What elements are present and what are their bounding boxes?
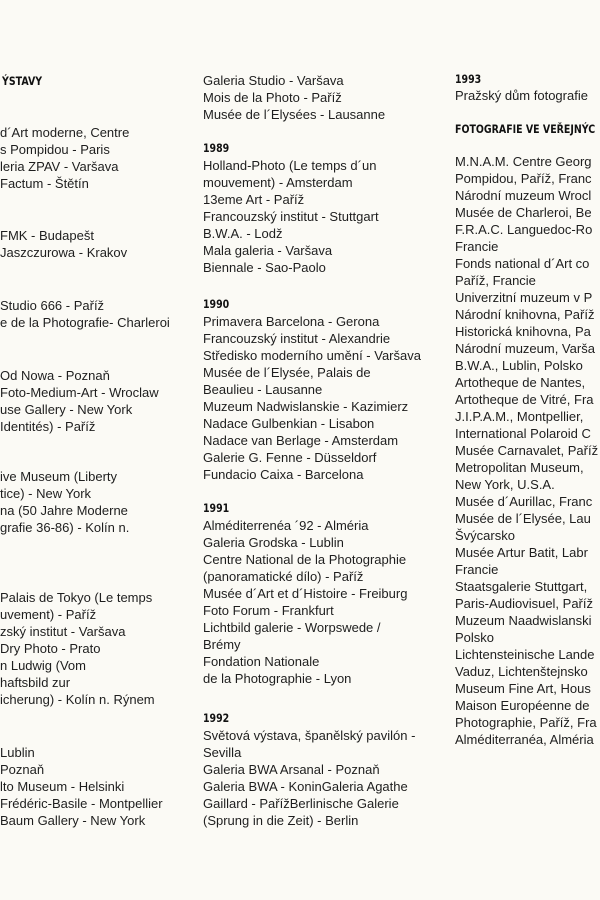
list-item: Palais de Tokyo (Le temps bbox=[0, 590, 153, 605]
year-heading: 1990 bbox=[203, 297, 230, 311]
list-item: B.W.A. - Lodž bbox=[203, 226, 283, 241]
list-item: Fundacio Caixa - Barcelona bbox=[203, 467, 364, 482]
left-column bbox=[0, 0, 195, 900]
list-item: (Sprung in die Zeit) - Berlin bbox=[203, 813, 359, 828]
list-item: Identités) - Paříž bbox=[0, 419, 96, 434]
list-item: Brémy bbox=[203, 637, 241, 652]
year-row bbox=[203, 499, 407, 517]
list-item: Holland-Photo (Le temps d´un bbox=[203, 158, 377, 173]
list-item: Galerie G. Fenne - Düsseldorf bbox=[203, 450, 377, 465]
list-item: Gaillard - PařížBerlinische Galerie bbox=[203, 796, 399, 811]
list-item: B.W.A., Lublin, Polsko bbox=[455, 358, 583, 373]
list-item: Foto-Medium-Art - Wroclaw bbox=[0, 385, 159, 400]
list-item: Francie bbox=[455, 239, 499, 254]
list-item: Nadace Gulbenkian - Lisabon bbox=[203, 416, 375, 431]
list-item: FMK - Budapešt bbox=[0, 228, 94, 243]
list-item: na (50 Jahre Moderne bbox=[0, 503, 128, 518]
list-item: icherung) - Kolín n. Rýnem bbox=[0, 692, 155, 707]
list-item: ive Museum (Liberty bbox=[0, 469, 118, 484]
list-item: Jaszczurowa - Krakov bbox=[0, 245, 128, 260]
list-item: Metropolitan Museum, bbox=[455, 460, 584, 475]
list-item: Musée Carnavalet, Paříž bbox=[455, 443, 599, 458]
list-item: Musée d´Aurillac, Franc bbox=[455, 494, 593, 509]
list-item: Národní knihovna, Paříž bbox=[455, 307, 595, 322]
year-heading: 1993 bbox=[455, 72, 482, 86]
list-item: zský institut - Varšava bbox=[0, 624, 126, 639]
list-item: Švýcarsko bbox=[455, 528, 515, 543]
list-item: Poznaň bbox=[0, 762, 45, 777]
list-item: Museum Fine Art, Hous bbox=[455, 681, 591, 696]
list-item: M.N.A.M. Centre Georg bbox=[455, 154, 592, 169]
list-item: Lublin bbox=[0, 745, 35, 760]
list-item: grafie 36-86) - Kolín n. bbox=[0, 520, 130, 535]
list-item: Od Nowa - Poznaň bbox=[0, 368, 110, 383]
list-item: Beaulieu - Lausanne bbox=[203, 382, 323, 397]
list-item: Francouzský institut - Alexandrie bbox=[203, 331, 391, 346]
list-item: Musée de l´Elysée, Palais de bbox=[203, 365, 371, 380]
list-item: New York, U.S.A. bbox=[455, 477, 555, 492]
list-item: Galeria Studio - Varšava bbox=[203, 73, 344, 88]
list-item: e de la Photografie- Charleroi bbox=[0, 315, 170, 330]
list-item: Lichtbild galerie - Worpswede / bbox=[203, 620, 381, 635]
list-item: Centre National de la Photographie bbox=[203, 552, 407, 567]
list-item: Musée de Charleroi, Be bbox=[455, 205, 592, 220]
year-row bbox=[203, 709, 415, 727]
list-item: Galeria BWA Arsanal - Poznaň bbox=[203, 762, 380, 777]
list-item: Nadace van Berlage - Amsterdam bbox=[203, 433, 399, 448]
list-item: 13eme Art - Paříž bbox=[203, 192, 305, 207]
list-item: Biennale - Sao-Paolo bbox=[203, 260, 326, 275]
year-row bbox=[203, 295, 421, 313]
list-item: Alméditerrenéa ´92 - Alméria bbox=[203, 518, 369, 533]
list-item: n Ludwig (Vom bbox=[0, 658, 86, 673]
list-item: Staatsgalerie Stuttgart, bbox=[455, 579, 588, 594]
list-item: Photographie, Paříž, Fra bbox=[455, 715, 597, 730]
list-item: Galeria Grodska - Lublin bbox=[203, 535, 344, 550]
list-item: Dry Photo - Prato bbox=[0, 641, 101, 656]
list-item: mouvement) - Amsterdam bbox=[203, 175, 353, 190]
list-item: Primavera Barcelona - Gerona bbox=[203, 314, 380, 329]
list-item: Factum - Štětín bbox=[0, 176, 89, 191]
year-heading: 1991 bbox=[203, 501, 230, 515]
list-item: Paris-Audiovisuel, Paříž bbox=[455, 596, 593, 611]
list-item: Vaduz, Lichtenštejnsko bbox=[455, 664, 588, 679]
list-item: Historická knihovna, Pa bbox=[455, 324, 591, 339]
list-item: Galeria BWA - KoninGaleria Agathe bbox=[203, 779, 408, 794]
year-row bbox=[203, 139, 379, 157]
list-item: Mala galeria - Varšava bbox=[203, 243, 333, 258]
list-item: Alméditerranéa, Alméria bbox=[455, 732, 594, 747]
list-item: uvement) - Paříž bbox=[0, 607, 97, 622]
list-item: Baum Gallery - New York bbox=[0, 813, 146, 828]
list-item: Francouzský institut - Stuttgart bbox=[203, 209, 379, 224]
middle-column bbox=[203, 0, 443, 900]
list-item: Musée Artur Batit, Labr bbox=[455, 545, 588, 560]
list-item: Paříž, Francie bbox=[455, 273, 536, 288]
list-item: tice) - New York bbox=[0, 486, 92, 501]
list-item: Maison Européenne de bbox=[455, 698, 590, 713]
list-item: Světová výstava, španělský pavilón - bbox=[203, 728, 416, 743]
list-item: Fonds national d´Art co bbox=[455, 256, 590, 271]
year-heading: 1989 bbox=[203, 141, 230, 155]
list-item: leria ZPAV - Varšava bbox=[0, 159, 119, 174]
list-item: Artotheque de Nantes, bbox=[455, 375, 586, 390]
section-heading: ÝSTAVY bbox=[2, 74, 43, 88]
list-item: Artotheque de Vitré, Fra bbox=[455, 392, 594, 407]
list-item: Pompidou, Paříž, Franc bbox=[455, 171, 592, 186]
list-item: Foto Forum - Frankfurt bbox=[203, 603, 334, 618]
list-item: Středisko moderního umění - Varšava bbox=[203, 348, 421, 363]
right-column bbox=[455, 0, 600, 900]
list-item: haftsbild zur bbox=[0, 675, 71, 690]
list-item: Sevilla bbox=[203, 745, 242, 760]
list-item: use Gallery - New York bbox=[0, 402, 133, 417]
list-item: Francie bbox=[455, 562, 499, 577]
list-item: Studio 666 - Paříž bbox=[0, 298, 105, 313]
list-item: de la Photographie - Lyon bbox=[203, 671, 352, 686]
list-item: Musée de l´Elysée, Lau bbox=[455, 511, 591, 526]
list-item: Musée de l´Elysées - Lausanne bbox=[203, 107, 386, 122]
list-item: lto Museum - Helsinki bbox=[0, 779, 125, 794]
list-item: Mois de la Photo - Paříž bbox=[203, 90, 342, 105]
list-item: Musée d´Art et d´Histoire - Freiburg bbox=[203, 586, 408, 601]
list-item: Fondation Nationale bbox=[203, 654, 320, 669]
list-item: d´Art moderne, Centre bbox=[0, 125, 130, 140]
section-heading: FOTOGRAFIE VE VEŘEJNÝC bbox=[455, 122, 596, 136]
list-item: (panoramatické dílo) - Paříž bbox=[203, 569, 364, 584]
list-item: Muzeum Nadwislanskie - Kazimierz bbox=[203, 399, 409, 414]
list-item: J.I.P.A.M., Montpellier, bbox=[455, 409, 584, 424]
list-item: Univerzitní muzeum v P bbox=[455, 290, 593, 305]
list-item: Polsko bbox=[455, 630, 495, 645]
list-item: Frédéric-Basile - Montpellier bbox=[0, 796, 163, 811]
list-item: Pražský dům fotografie bbox=[455, 88, 588, 103]
list-item: Národní muzeum Wrocl bbox=[455, 188, 592, 203]
year-heading: 1992 bbox=[203, 711, 230, 725]
list-item: Lichtensteinische Lande bbox=[455, 647, 595, 662]
list-item: F.R.A.C. Languedoc-Ro bbox=[455, 222, 593, 237]
list-item: Muzeum Naadwislanski bbox=[455, 613, 592, 628]
list-item: s Pompidou - Paris bbox=[0, 142, 110, 157]
list-item: International Polaroid C bbox=[455, 426, 591, 441]
list-item: Národní muzeum, Varša bbox=[455, 341, 595, 356]
